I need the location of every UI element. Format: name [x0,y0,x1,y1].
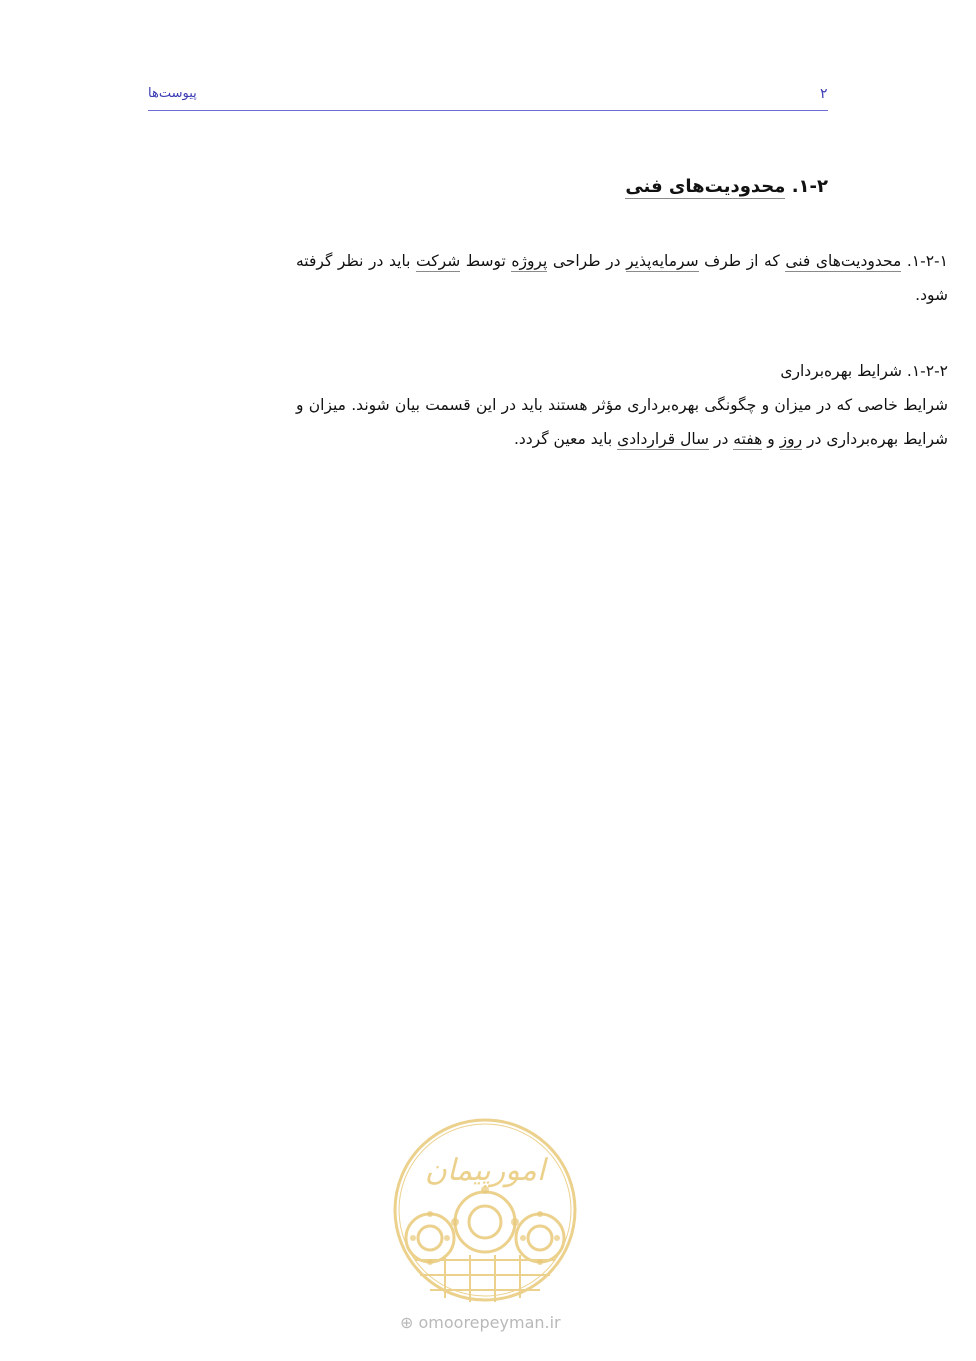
section-number: ۱-۲. [791,176,828,197]
watermark-site-text: omoorepeyman.ir [418,1313,561,1332]
text-fragment: و [762,430,780,448]
watermark-logo-text: امورپیمان [424,1153,546,1188]
text-fragment: در طراحی [547,252,627,270]
section-title: محدودیت‌های فنی [625,176,786,197]
gear-logo-icon [385,1110,585,1310]
term-company: شرکت [416,252,461,270]
operation-body [296,388,948,456]
text-fragment: شرایط خاصی که در میزان و چگونگی بهره‌برداری مؤثر هستند باید در این قسمت بیان شوند. میزان و شرایط بهره‌برداری در [296,396,948,448]
globe-icon: ⊕ [400,1313,414,1332]
section-heading [148,170,828,204]
term-project: پروژه [511,252,548,270]
term-investee: سرمایه‌پذیر [626,252,699,270]
paragraph-operation-conditions [296,354,948,456]
text-fragment: که از طرف [698,252,786,270]
text-fragment: در [709,430,734,448]
text-fragment: باید در نظر گرفته شود. [296,252,948,304]
term-week: هفته [733,430,763,448]
watermark-site [400,1313,561,1332]
text-fragment: باید معین گردد. [513,430,618,448]
paragraph-technical-limits [296,244,948,312]
page-number: ۲ [820,86,828,102]
term-technical-limits: محدودیت‌های فنی [785,252,902,270]
para1-number: ۱-۲-۱. [906,252,948,270]
running-title: پیوست‌ها [148,86,197,101]
watermark-logo [385,1110,585,1340]
term-contract-year: سال قراردادی [617,430,710,448]
term-day: روز [779,430,803,448]
subsection-heading: ۱-۲-۲. شرایط بهره‌برداری [780,362,948,380]
text-fragment: توسط [460,252,512,270]
page-header [148,84,828,111]
